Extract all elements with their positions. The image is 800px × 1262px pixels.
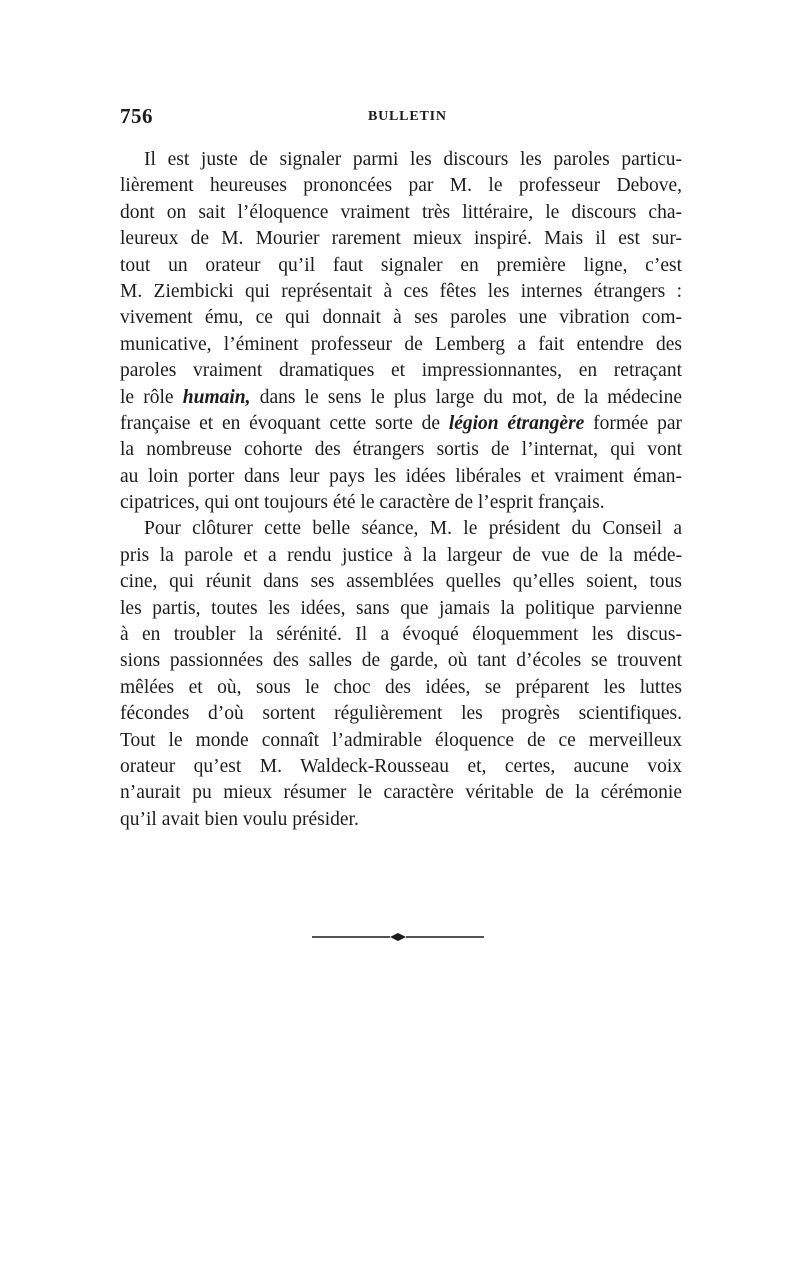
page-number: 756 xyxy=(120,104,153,128)
text-line xyxy=(120,754,682,780)
paragraph xyxy=(120,516,682,833)
text-line xyxy=(120,279,682,305)
text-line xyxy=(120,411,682,437)
text-run: fécondes d’où sortent régulièrement les progrès scientifiques. xyxy=(120,703,682,725)
text-run: qu’il avait bien voulu présider. xyxy=(120,808,359,830)
emphasis-text: légion étrangère xyxy=(448,412,585,434)
text-run: dont on sait l’éloquence vraiment très littéraire, le discours cha- xyxy=(120,201,682,223)
text-run: pris la parole et a rendu justice à la largeur de vue de la méde- xyxy=(120,544,682,566)
text-run: tout un orateur qu’il faut signaler en première ligne, c’est xyxy=(120,254,682,276)
text-run: au loin porter dans leur pays les idées libérales et vraiment éman- xyxy=(120,465,682,487)
ornamental-rule-icon xyxy=(312,928,484,940)
text-run: orateur qu’est M. Waldeck-Rousseau et, certes, aucune voix xyxy=(120,755,682,777)
text-run: sions passionnées des salles de garde, où tant d’écoles se trouvent xyxy=(120,650,682,672)
text-run: cine, qui réunit dans ses assemblées quelles qu’elles soient, tous xyxy=(120,571,682,593)
text-run: les partis, toutes les idées, sans que jamais la politique parvienne xyxy=(120,597,682,619)
text-line xyxy=(120,437,682,463)
text-line xyxy=(120,226,682,252)
text-line xyxy=(120,385,682,411)
text-run: mêlées et où, sous le choc des idées, se préparent les luttes xyxy=(120,676,682,698)
text-run: dans le sens le plus large du mot, de la médecine xyxy=(250,386,683,408)
text-line xyxy=(120,490,682,516)
text-line xyxy=(120,305,682,331)
running-title: BULLETIN xyxy=(368,109,447,124)
text-line xyxy=(120,569,682,595)
text-line xyxy=(120,648,682,674)
text-run: cipatrices, qui ont toujours été le caractère de l’esprit français. xyxy=(120,492,605,514)
text-line xyxy=(120,807,682,833)
text-line xyxy=(120,253,682,279)
page-header xyxy=(120,100,682,134)
text-line xyxy=(120,543,682,569)
text-run: Tout le monde connaît l’admirable éloquence de ce merveilleux xyxy=(120,729,682,751)
text-run: formée par xyxy=(584,412,682,434)
text-line xyxy=(120,675,682,701)
text-line xyxy=(120,332,682,358)
text-line xyxy=(120,596,682,622)
text-run: municative, l’éminent professeur de Lemberg a fait entendre des xyxy=(120,333,682,355)
text-run: Il est juste de signaler parmi les discours les paroles particu- xyxy=(144,149,682,170)
text-run: lièrement heureuses prononcées par M. le professeur Debove, xyxy=(120,175,682,197)
text-line xyxy=(120,516,682,542)
text-run: n’aurait pu mieux résumer le caractère véritable de la cérémonie xyxy=(120,782,682,804)
text-run: la nombreuse cohorte des étrangers sortis de l’internat, qui vont xyxy=(120,439,682,461)
text-line xyxy=(120,200,682,226)
text-line xyxy=(120,464,682,490)
text-run: à en troubler la sérénité. Il a évoqué éloquemment les discus- xyxy=(120,624,682,646)
text-line xyxy=(120,701,682,727)
body-text xyxy=(120,147,682,833)
text-line xyxy=(120,728,682,754)
text-line xyxy=(120,780,682,806)
text-line xyxy=(120,358,682,384)
text-line xyxy=(120,622,682,648)
text-run: vivement ému, ce qui donnait à ses paroles une vibration com- xyxy=(120,307,682,329)
text-run: M. Ziembicki qui représentait à ces fêtes les internes étrangers : xyxy=(120,280,682,302)
text-run: française et en évoquant cette sorte de xyxy=(120,412,449,434)
text-run: paroles vraiment dramatiques et impressionnantes, en retraçant xyxy=(120,360,682,382)
text-run: Pour clôturer cette belle séance, M. le président du Conseil a xyxy=(144,518,682,540)
emphasis-text: humain, xyxy=(182,386,251,408)
text-line xyxy=(120,147,682,173)
text-line xyxy=(120,173,682,199)
text-run: leureux de M. Mourier rarement mieux inspiré. Mais il est sur- xyxy=(120,228,682,250)
text-run: le rôle xyxy=(120,386,183,408)
paragraph xyxy=(120,147,682,516)
